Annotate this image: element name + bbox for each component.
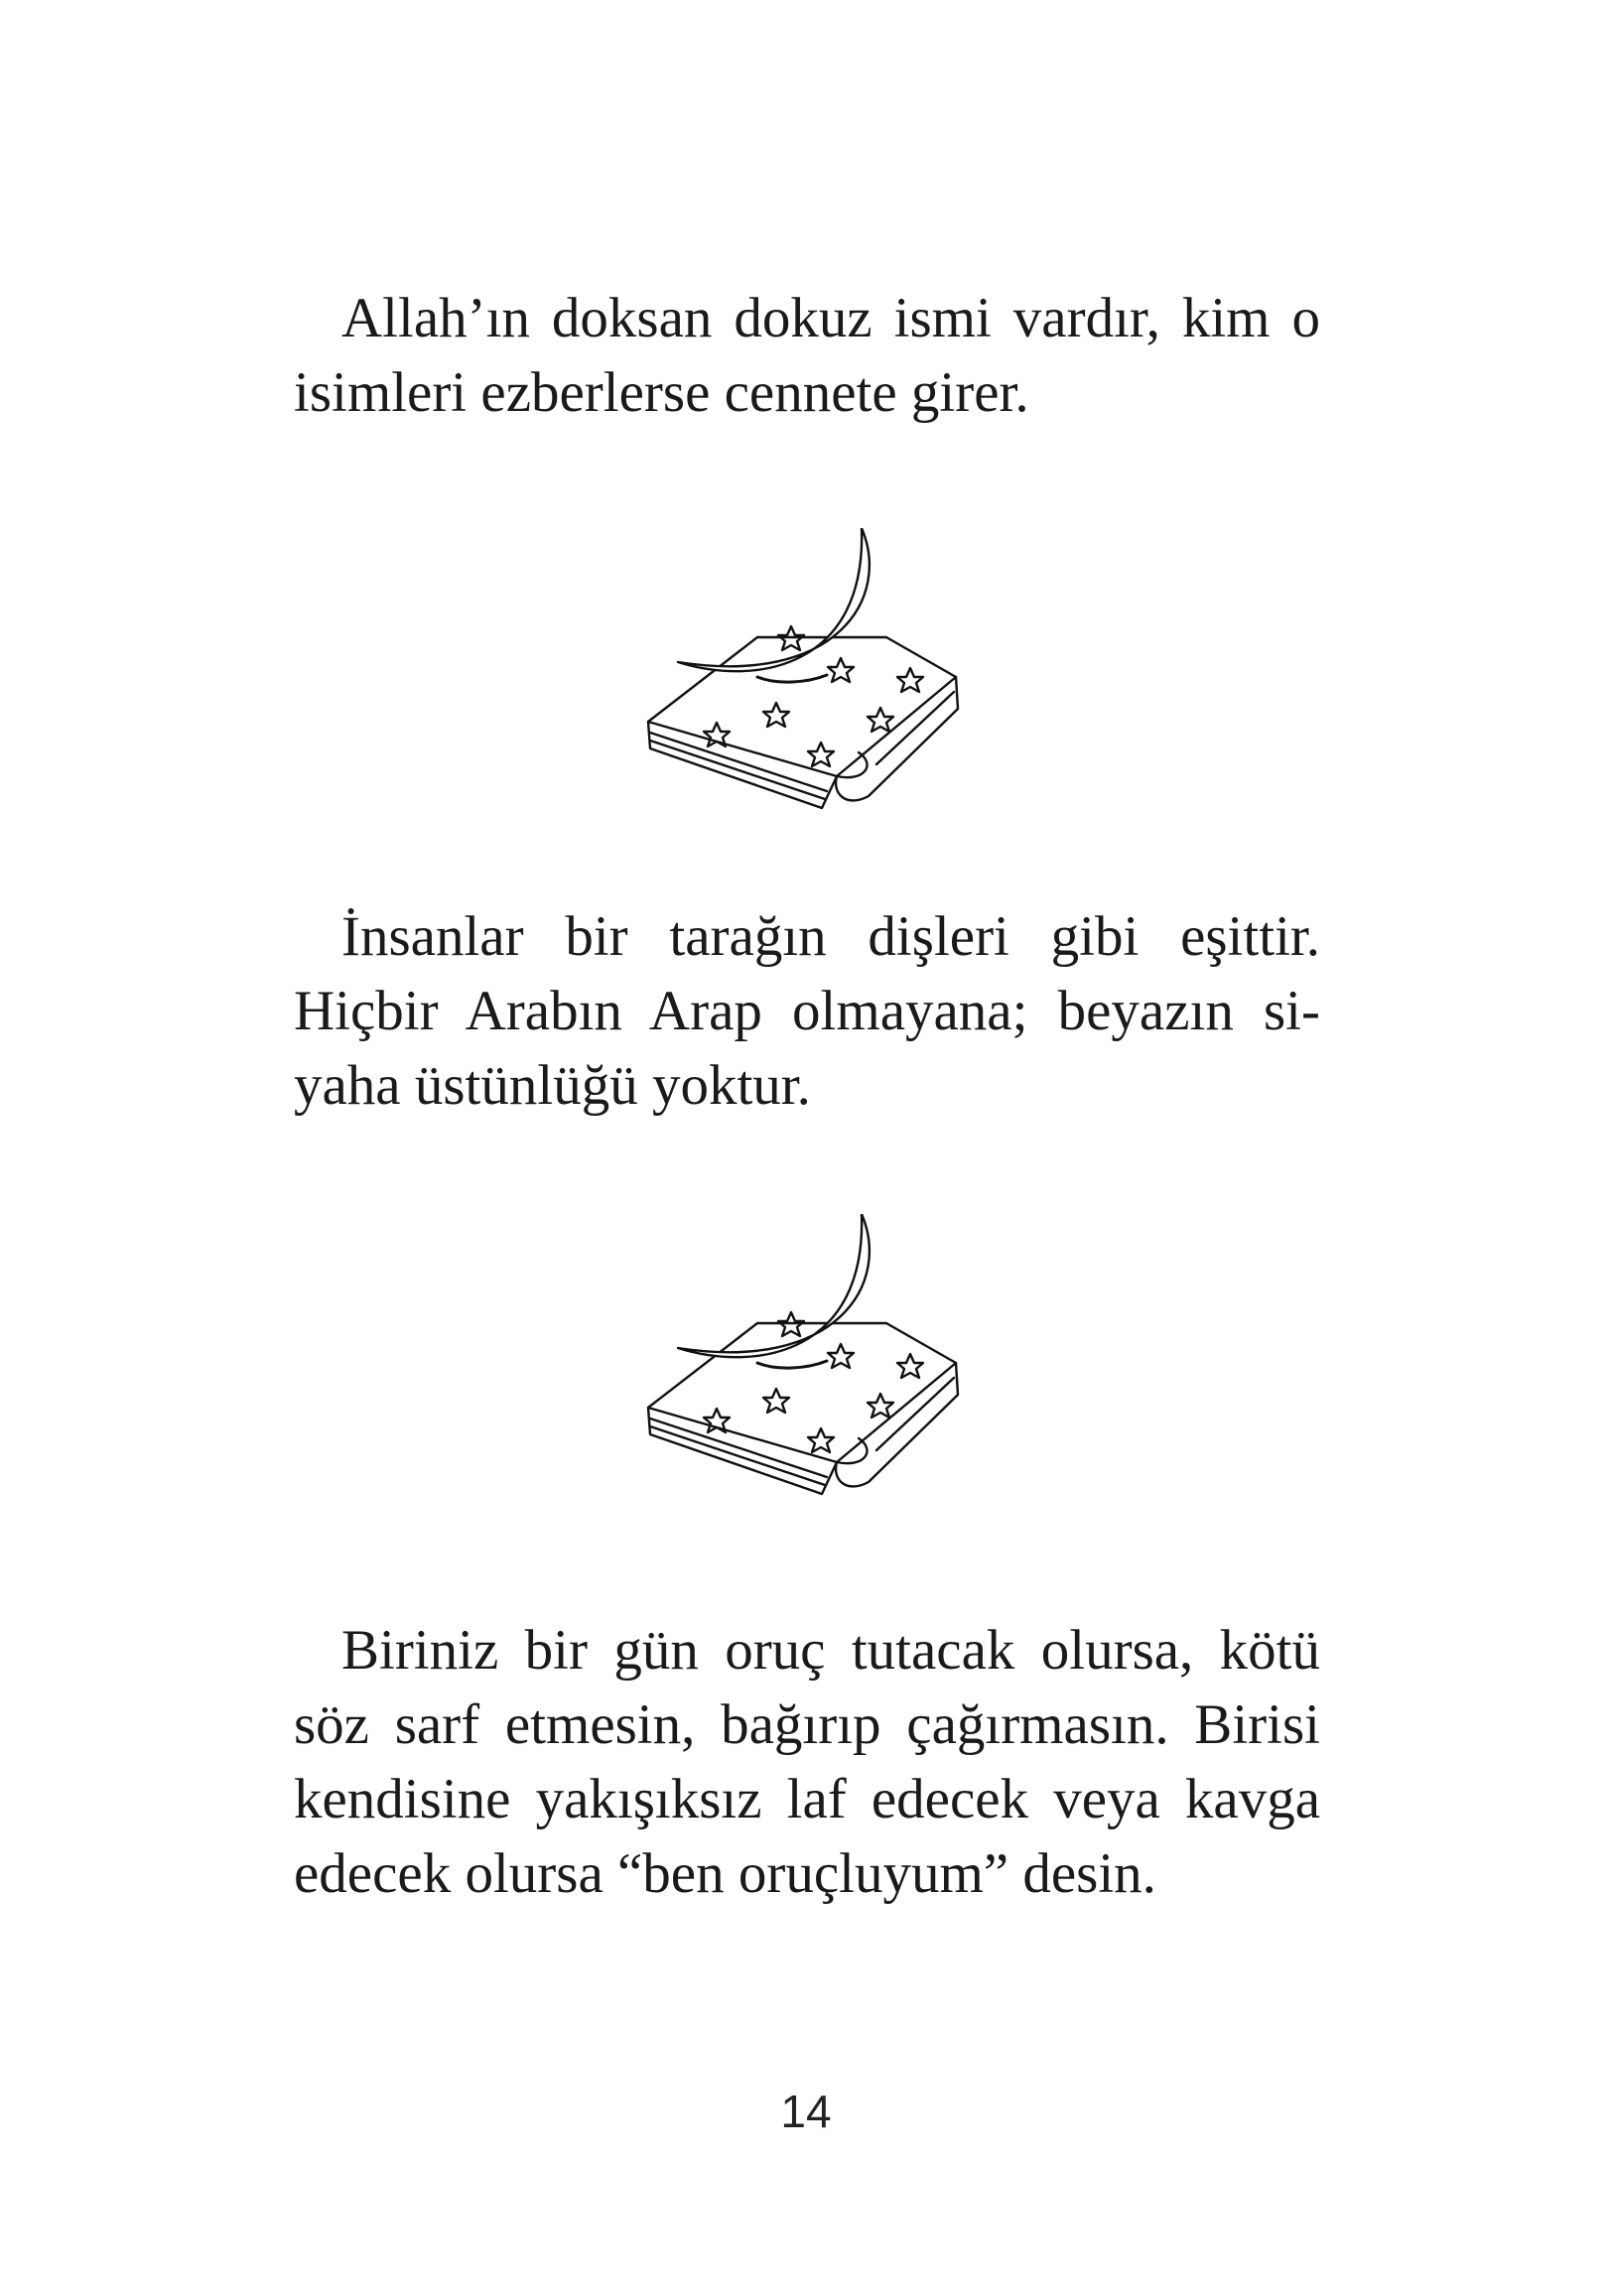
paragraph-line: İnsanlar bir tarağın dişleri gibi eşittir.: [341, 905, 1320, 968]
paragraph-line: Hiçbir Arabın Arap olmayana; beyazın si-: [294, 980, 1320, 1042]
paragraph-2: [294, 899, 1320, 1123]
paragraph-line: edecek olursa “ben oruçluyum” desin.: [294, 1842, 1156, 1905]
paragraph-3: [294, 1613, 1320, 1911]
paragraph-line: yaha üstünlüğü yoktur.: [294, 1054, 811, 1117]
crescent-book-icon: [638, 1214, 976, 1502]
paragraph-line: Allah’ın doksan dokuz ismi vardır, kim o: [341, 287, 1320, 349]
crescent-book-icon: [638, 528, 976, 816]
paragraph-line: isimleri ezberlerse cennete girer.: [294, 361, 1029, 424]
paragraph-line: Biriniz bir gün oruç tutacak olursa, kötü: [341, 1619, 1320, 1682]
paragraph-line: kendisine yakışıksız laf edecek veya kavga: [294, 1768, 1320, 1830]
paragraph-line: söz sarf etmesin, bağırıp çağırmasın. Birisi: [294, 1693, 1320, 1756]
paragraph-1: [294, 281, 1320, 430]
page-number: 14: [780, 2086, 832, 2137]
